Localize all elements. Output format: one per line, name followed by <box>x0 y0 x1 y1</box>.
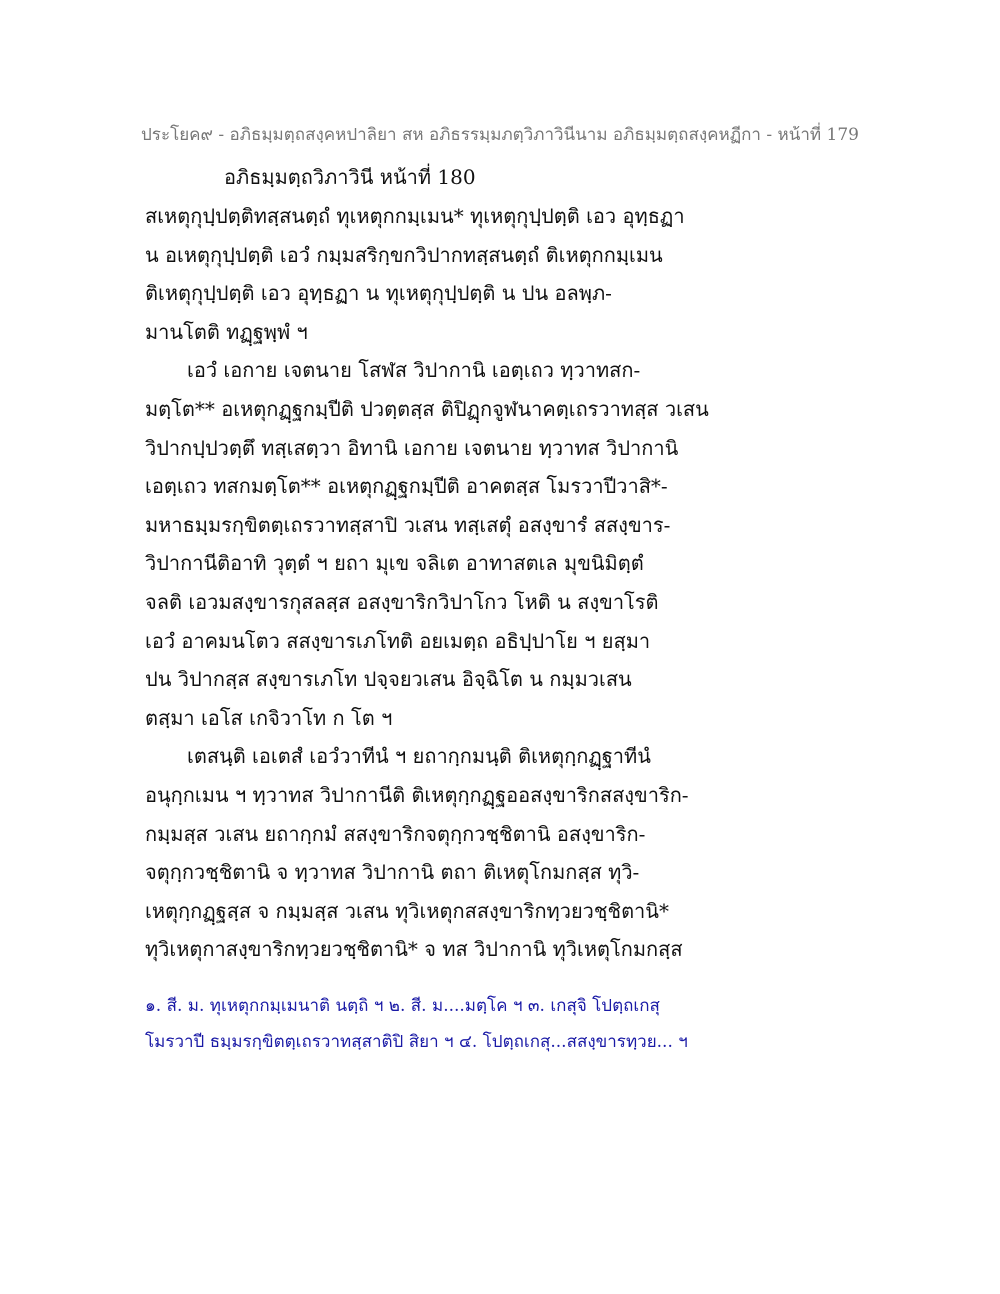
body-line: จลติ เอวมสงฺขารกุสลสฺส อสงฺขาริกวิปาโกว โหติ น สงฺขาโรติ <box>145 589 659 614</box>
body-line: มานโตติ ทฏฺฐพฺพํ ฯ <box>145 319 308 344</box>
footnotes <box>145 988 865 1060</box>
body-line: เหตุกฺกฏฺฐสฺส จ กมฺมสฺส วเสน ทุวิเหตุกสสงฺขาริกทฺวยวชฺชิตานิ* <box>145 898 669 923</box>
body-line: ทุวิเหตุกาสงฺขาริกทฺวยวชฺชิตานิ* จ ทส วิปากานิ ทุวิเหตุโกมกสฺส <box>145 937 683 962</box>
body-line: วิปากปฺปวตฺตึ ทสฺเสตฺวา อิทานิ เอกาย เจตนาย ทฺวาทส วิปากานิ <box>145 435 679 460</box>
body-line: ปน วิปากสฺส สงฺขารเภโท ปจฺจยวเสน อิจฺฉิโต น กมฺมวเสน <box>145 667 632 692</box>
body-line: เตสนฺติ เอเตสํ เอวํวาทีนํ ฯ ยถากฺกมนฺติ ติเหตุกฺกฏฺฐาทีนํ <box>187 744 651 769</box>
page-heading: อภิธมฺมตฺถวิภาวินี หน้าที่ 180 <box>224 165 476 189</box>
body-line: มตฺโต** อเหตุกฏฺฐกมฺปีติ ปวตฺตสฺส ติปิฏฺกจูฬนาคตฺเถรวาทสฺส วเสน <box>145 396 709 421</box>
body-text <box>145 197 865 969</box>
body-line: ติเหตุกุปฺปตฺติ เอว อุทฺธฏา น ทุเหตุกุปฺปตฺติ น ปน อลพฺภ- <box>145 281 612 306</box>
body-line: กมฺมสฺส วเสน ยถากฺกมํ สสงฺขาริกจตุกฺกวชฺชิตานิ อสงฺขาริก- <box>145 821 646 846</box>
running-header: ประโยค๙ - อภิธมฺมตฺถสงฺคหปาลิยา สห อภิธรรมฺมภตฺวิภาวินีนาม อภิธมฺมตฺถสงฺคหฏีกา - หน้าที่ 179 <box>141 125 859 145</box>
body-line: อนุกฺกเมน ฯ ทฺวาทส วิปากานีติ ติเหตุกฺกฏฺฐออสงฺขาริกสสงฺขาริก- <box>145 782 689 807</box>
body-line: จตุกฺกวชฺชิตานิ จ ทฺวาทส วิปากานิ ตถา ติเหตุโกมกสฺส ทุวิ- <box>145 860 640 885</box>
body-line: เอวํ อาคมนโตว สสงฺขารเภโทติ อยเมตฺถ อธิปฺปาโย ฯ ยสฺมา <box>145 628 651 653</box>
body-line: มหาธมฺมรกฺขิตตฺเถรวาทสฺสาปิ วเสน ทสฺเสตุํ อสงฺขารํ สสงฺขาร- <box>145 512 671 537</box>
body-line: น อเหตุกุปฺปตฺติ เอวํ กมฺมสริกฺขกวิปากทสฺสนตฺถํ ติเหตุกกมฺเมน <box>145 242 663 267</box>
footnote-line: ๑. สี. ม. ทุเหตุกกมฺเมนาติ นตฺถิ ฯ ๒. สี. ม....มตฺโค ฯ ๓. เกสุจิ โปตฺถเกสุ <box>145 996 660 1016</box>
body-line: เอวํ เอกาย เจตนาย โสฬส วิปากานิ เอตฺเถว ทฺวาทสก- <box>187 358 641 383</box>
body-line: วิปากานีติอาทิ วุตฺตํ ฯ ยถา มุเข จลิเต อาทาสตเล มุขนิมิตฺตํ <box>145 551 644 576</box>
body-line: ตสฺมา เอโส เกจิวาโท ก โต ฯ <box>145 705 393 730</box>
footnote-line: โมรวาปี ธมฺมรกฺขิตตฺเถรวาทสฺสาติปิ สิยา ฯ ๔. โปตฺถเกสุ...สสงฺขารทฺวย... ฯ <box>145 1032 688 1052</box>
body-line: สเหตุกุปฺปตฺติทสฺสนตฺถํ ทุเหตุกกมฺเมน* ทุเหตุกุปฺปตฺติ เอว อุทฺธฏา <box>145 204 685 228</box>
body-line: เอตฺเถว ทสกมตฺโต** อเหตุกฏฺฐกมฺปีติ อาคตสฺส โมรวาปีวาสิ*- <box>145 474 668 499</box>
